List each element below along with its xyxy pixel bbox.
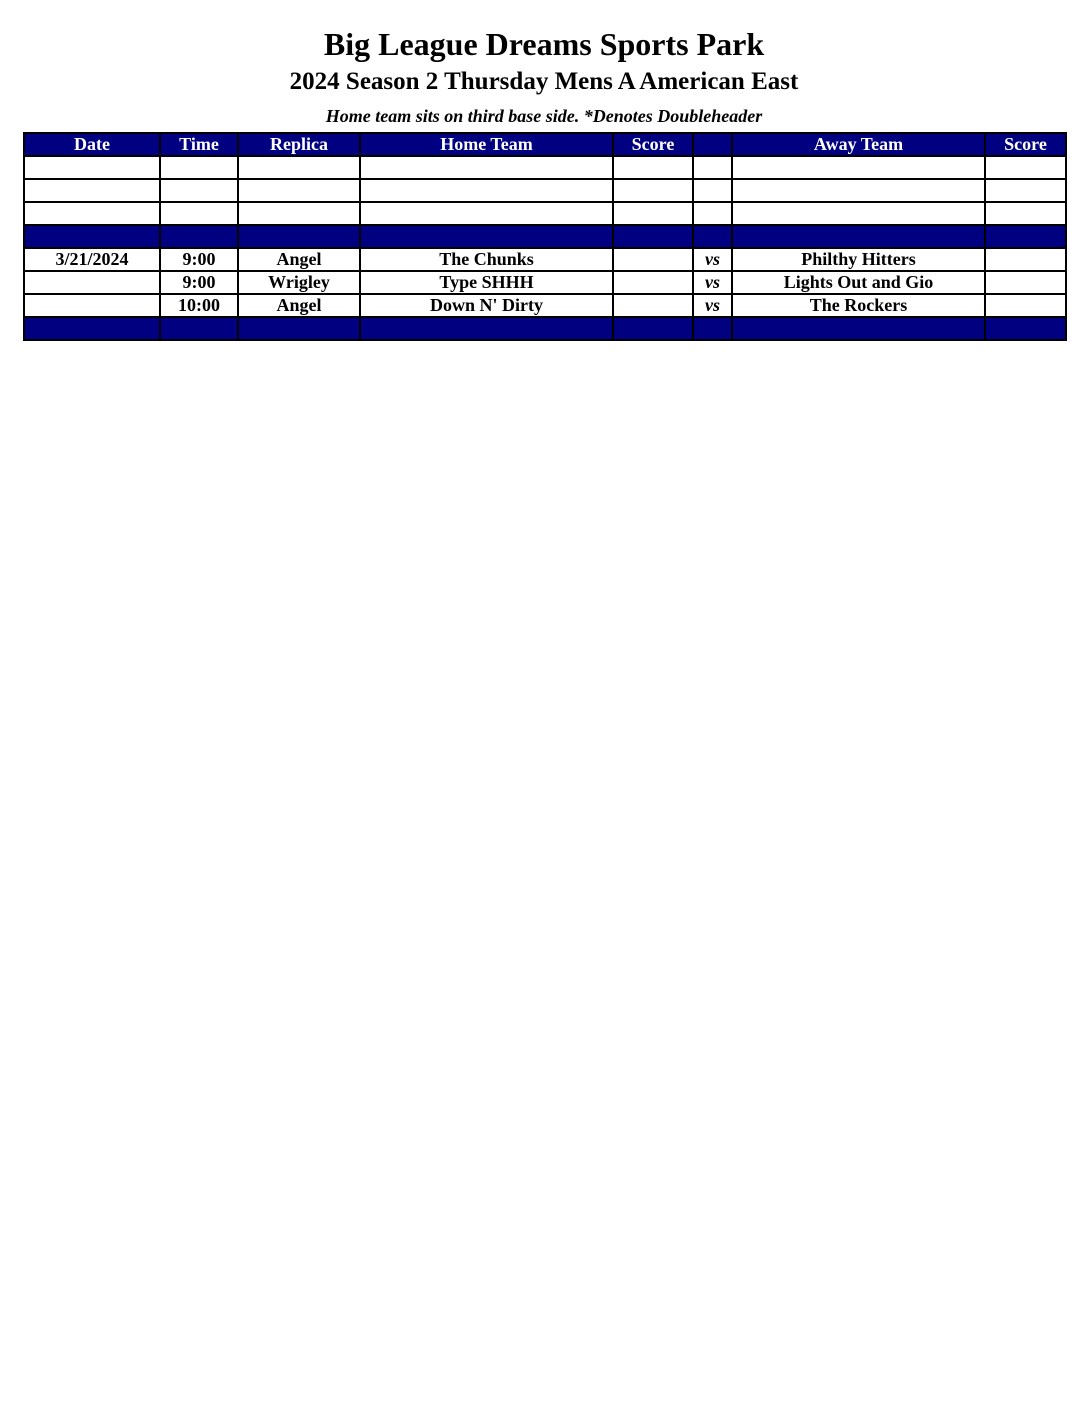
away-team: Lights Out and Gio [732,271,985,294]
game-replica: Wrigley [238,271,360,294]
home-team: Down N' Dirty [360,294,613,317]
page-title: Big League Dreams Sports Park [323,26,765,62]
home-score [613,248,693,271]
table-row [24,248,1066,271]
empty-row [24,202,1066,225]
home-team: The Chunks [360,248,613,271]
schedule-table [23,132,1067,341]
column-header-replica: Replica [238,133,360,156]
away-team: The Rockers [732,294,985,317]
home-team: Type SHHH [360,271,613,294]
schedule-note: Home team sits on third base side. *Denotes Doubleheader [325,106,763,126]
table-row [24,271,1066,294]
game-replica: Angel [238,294,360,317]
vs-label: vs [693,271,732,294]
home-score [613,294,693,317]
column-header-home-team: Home Team [360,133,613,156]
game-date: 3/21/2024 [24,248,160,271]
vs-label: vs [693,248,732,271]
empty-row [24,179,1066,202]
game-date [24,271,160,294]
column-header-away-team: Away Team [732,133,985,156]
table-header-row [24,133,1066,156]
away-score [985,271,1066,294]
column-header-vs [693,133,732,156]
column-header-away-score: Score [985,133,1066,156]
vs-label: vs [693,294,732,317]
separator-band-row [24,317,1066,340]
away-team: Philthy Hitters [732,248,985,271]
game-date [24,294,160,317]
column-header-time: Time [160,133,238,156]
empty-row [24,156,1066,179]
page-subtitle: 2024 Season 2 Thursday Mens A American East [289,68,799,95]
home-score [613,271,693,294]
game-time: 9:00 [160,271,238,294]
column-header-home-score: Score [613,133,693,156]
game-replica: Angel [238,248,360,271]
game-time: 10:00 [160,294,238,317]
game-time: 9:00 [160,248,238,271]
column-header-date: Date [24,133,160,156]
away-score [985,248,1066,271]
table-row [24,294,1066,317]
separator-band-row [24,225,1066,248]
away-score [985,294,1066,317]
